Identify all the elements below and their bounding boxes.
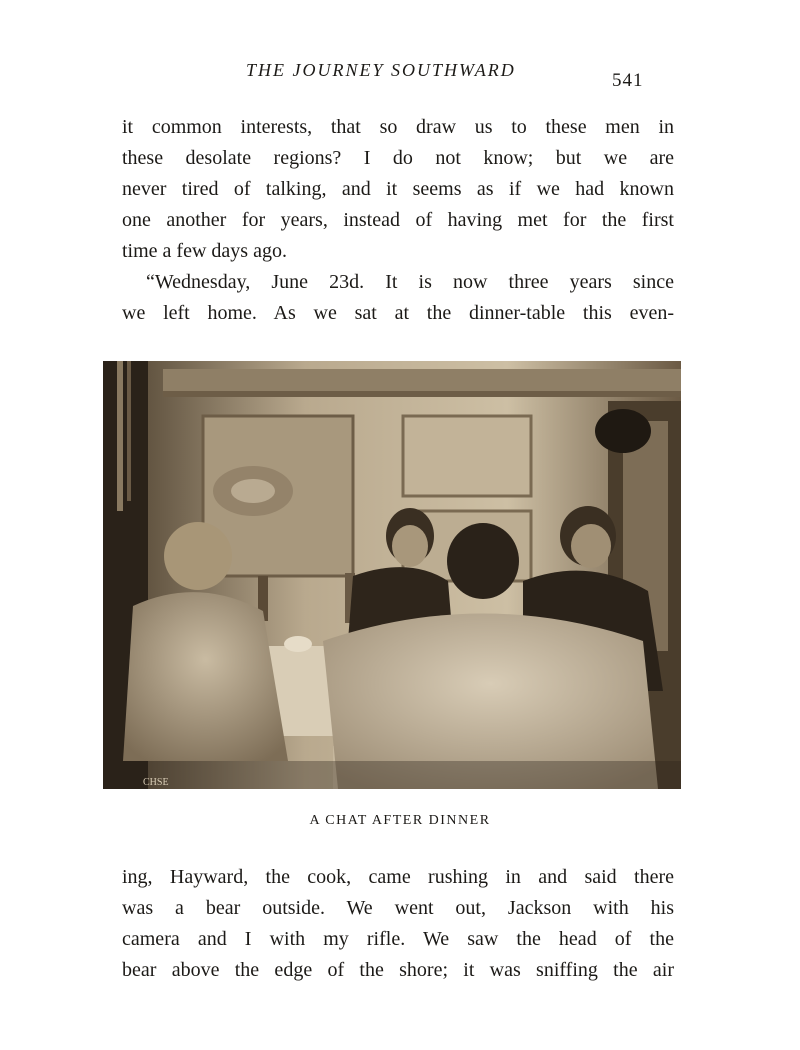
text-line: it common interests, that so draw us to these men in [122,116,674,138]
figure-caption: A CHAT AFTER DINNER [309,813,491,828]
text-line: never tired of talking, and it seems as if we had known [122,178,674,200]
page-number: 541 [612,70,644,91]
text-line: ing, Hayward, the cook, came rushing in and said there [122,866,674,888]
text-line: bear above the edge of the shore; it was sniffing the air [122,959,674,981]
running-title: THE JOURNEY SOUTHWARD [246,60,516,80]
text-line: we left home. As we sat at the dinner-table this even- [122,302,674,324]
text-line: these desolate regions? I do not know; but we are [122,147,674,169]
running-header [0,60,800,90]
photograph [103,361,681,789]
text-line: “Wednesday, June 23d. It is now three years since [146,271,674,293]
paragraph-block-bottom [122,862,674,986]
photo-signature: CHSE [143,777,169,788]
paragraph-block-top [122,112,674,329]
text-line: one another for years, instead of having met for the first [122,209,674,231]
text-line: time a few days ago. [122,240,287,262]
text-line: camera and I with my rifle. We saw the head of the [122,928,674,950]
text-line: was a bear outside. We went out, Jackson with his [122,897,674,919]
